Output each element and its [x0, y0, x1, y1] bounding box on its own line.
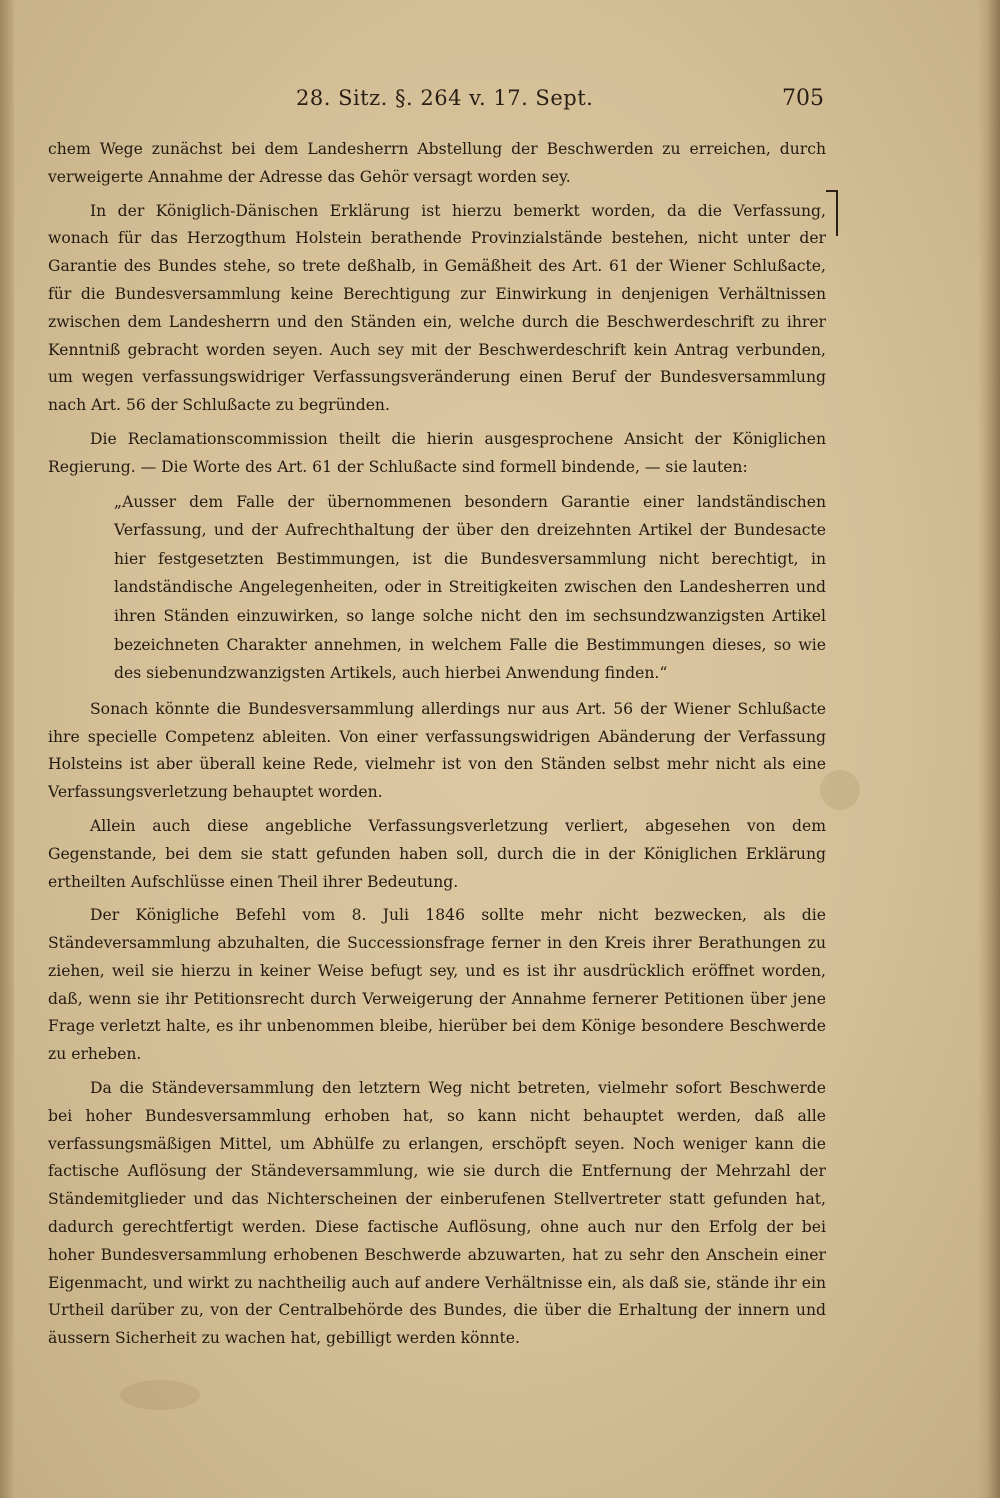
- paragraph: Der Königliche Befehl vom 8. Juli 1846 sollte mehr nicht bezwecken, als die Ständeversammlung abzuhalten, die Successionsfrage ferner in den Kreis ihrer Berathungen zu ziehen, weil sie hierzu in keiner Weise befugt sey, und es ist ihr ausdrücklich eröffnet worden, daß, wenn sie ihr Petitionsrecht durch Verweigerung der Annahme fernerer Petitionen über jene Frage verletzt halte, es ihr unbenommen bleibe, hierüber bei dem Könige besondere Beschwerde zu erheben.: [48, 906, 826, 1064]
- paragraph: chem Wege zunächst bei dem Landesherrn Abstellung der Beschwerden zu erreichen, durch verweigerte Annahme der Adresse das Gehör versagt worden sey.: [48, 140, 826, 186]
- paragraph: Sonach könnte die Bundesversammlung allerdings nur aus Art. 56 der Wiener Schlußacte ihre specielle Competenz ableiten. Von einer verfassungswidrigen Abänderung der Verfassung Holsteins ist aber überall keine Rede, vielmehr ist von den Ständen selbst mehr nicht als eine Verfassungsverletzung behauptet worden.: [48, 699, 826, 802]
- body-text: [48, 136, 826, 1359]
- paper-stain: [120, 1380, 200, 1410]
- page-left-edge: [0, 0, 14, 1498]
- paragraph: Die Reclamationscommission theilt die hierin ausgesprochene Ansicht der Königlichen Regierung. — Die Worte des Art. 61 der Schlußacte sind formell bindende, — sie lauten:: [48, 429, 826, 476]
- paper-stain: [820, 770, 860, 810]
- running-head: 28. Sitz. §. 264 v. 17. Sept.: [296, 86, 594, 110]
- block-quote: „Ausser dem Falle der übernommenen besondern Garantie einer landständischen Verfassung, und der Aufrechthaltung der über den dreizehnten Artikel der Bundesacte hier festgesetzten Bestimmungen, ist die Bundesversammlung nicht berechtigt, in landständische Angelegenheiten, oder in Streitigkeiten zwischen den Landesherren und ihren Ständen einzuwirken, so lange solche nicht den im sechsundzwanzigsten Artikel bezeichneten Charakter annehmen, in welchem Falle die Bestimmungen dieses, so wie des siebenundzwanzigsten Artikels, auch hierbei Anwendung finden.“: [114, 492, 826, 683]
- page-number: 705: [782, 86, 824, 111]
- paragraph: Da die Ständeversammlung den letztern Weg nicht betreten, vielmehr sofort Beschwerde bei hoher Bundesversammlung erhoben hat, so kann nicht behauptet werden, daß alle verfassungsmäßigen Mittel, um Abhülfe zu erlangen, erschöpft seyen. Noch weniger kann die factische Auflösung der Ständeversammlung, wie sie durch die Entfernung der Mehrzahl der Ständemitglieder und das Nichterscheinen der einberufenen Stellvertreter statt gefunden hat, dadurch gerechtfertigt werden. Diese factische Auflösung, ohne auch nur den Erfolg der bei hoher Bundesversammlung erhobenen Beschwerde abzuwarten, hat zu sehr den Anschein einer Eigenmacht, und wirkt zu nachtheilig auch auf andere Verhältnisse ein, als daß sie, stände ihr ein Urtheil darüber zu, von der Centralbehörde des Bundes, die über die Erhaltung der innern und äussern Sicherheit zu wachen hat, gebilligt werden könnte.: [48, 1079, 826, 1348]
- margin-mark: [826, 190, 838, 236]
- page-header: [48, 86, 828, 116]
- paragraph: In der Königlich-Dänischen Erklärung ist hierzu bemerkt worden, da die Verfassung, wonach für das Herzogthum Holstein berathende Provinzialstände bestehen, nicht unter der Garantie des Bundes stehe, so trete deßhalb, in Gemäßheit des Art. 61 der Wiener Schlußacte, für die Bundesversammlung keine Berechtigung zur Einwirkung in denjenigen Verhältnissen zwischen dem Landesherrn und den Ständen ein, welche durch die Beschwerdeschrift zu ihrer Kenntniß gebracht worden seyen. Auch sey mit der Beschwerdeschrift kein Antrag verbunden, um wegen verfassungswidriger Verfassungsveränderung einen Beruf der Bundesversammlung nach Art. 56 der Schlußacte zu begründen.: [48, 201, 826, 415]
- page-right-edge: [978, 0, 1000, 1498]
- paragraph: Allein auch diese angebliche Verfassungsverletzung verliert, abgesehen von dem Gegenstande, bei dem sie statt gefunden haben soll, durch die in der Königlichen Erklärung ertheilten Aufschlüsse einen Theil ihrer Bedeutung.: [48, 816, 826, 891]
